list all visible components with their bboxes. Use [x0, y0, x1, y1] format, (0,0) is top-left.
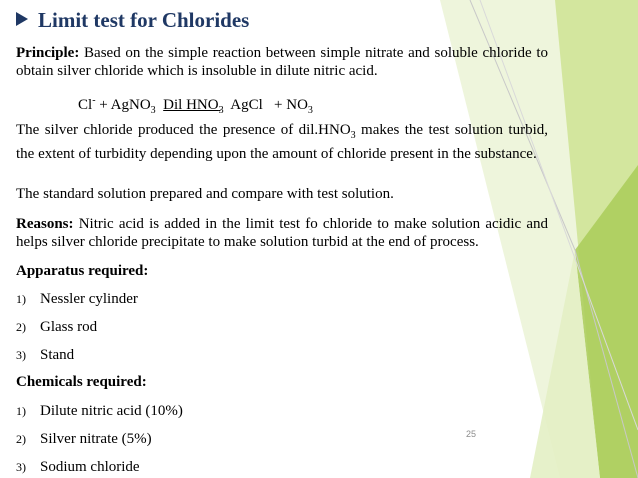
item-text: Stand	[40, 347, 75, 363]
chemicals-item	[16, 402, 183, 420]
eq-agcl: AgCl	[230, 97, 263, 113]
triangle-bullet-icon	[16, 12, 28, 26]
item-text: Silver nitrate (5%)	[40, 431, 152, 447]
principle-text: Based on the simple reaction between simple nitrate and soluble chloride to obtain silver chloride which is insoluble in dilute nitric acid.	[16, 45, 549, 79]
principle-paragraph	[16, 44, 548, 80]
item-number: 1)	[16, 404, 26, 418]
item-number: 3)	[16, 348, 26, 362]
eq-cl: Cl	[78, 97, 93, 113]
eq-reagent	[163, 97, 224, 116]
eq-plus-no: + NO	[274, 97, 308, 113]
reaction-equation	[78, 92, 313, 120]
item-number: 1)	[16, 292, 26, 306]
item-number: 2)	[16, 320, 26, 334]
eq-plus-agno: + AgNO	[99, 97, 151, 113]
apparatus-heading: Apparatus required:	[16, 263, 149, 279]
eq-no3-sub: 3	[307, 105, 313, 116]
item-text: Glass rod	[40, 319, 98, 335]
reasons-paragraph	[16, 215, 548, 251]
reasons-text: Nitric acid is added in the limit test fo chloride to make solution acidic and helps silver chloride precipitate to make solution turbid at the end of process.	[16, 216, 548, 250]
para2-sub: 3	[350, 130, 356, 141]
para2-part1: The silver chloride produced the presence of dil.HNO	[16, 122, 351, 138]
eq-reagent-text: Dil HNO	[163, 97, 219, 113]
reasons-label: Reasons:	[16, 216, 74, 232]
item-number: 2)	[16, 432, 26, 446]
eq-reagent-sub: 3	[218, 105, 224, 116]
silver-chloride-paragraph	[16, 121, 548, 163]
apparatus-item	[16, 290, 138, 308]
item-number: 3)	[16, 460, 26, 474]
item-text: Dilute nitric acid (10%)	[40, 403, 183, 419]
chemicals-heading: Chemicals required:	[16, 374, 147, 390]
eq-agno3-sub: 3	[150, 105, 156, 116]
page-number: 25	[466, 429, 477, 439]
chemicals-item	[16, 458, 140, 476]
item-text: Sodium chloride	[40, 459, 140, 475]
eq-cl-charge: -	[92, 95, 96, 106]
chemicals-item	[16, 430, 152, 448]
title-text: Limit test for Chlorides	[38, 8, 250, 32]
slide-title	[16, 8, 249, 33]
item-text: Nessler cylinder	[40, 291, 138, 307]
para2-part2: makes the test solution turbid, the extent of turbidity depending upon the amount of chloride present in the substance.	[16, 122, 548, 162]
principle-label: Principle:	[16, 45, 80, 61]
standard-solution-text: The standard solution prepared and compare with test solution.	[16, 186, 394, 202]
apparatus-item	[16, 318, 97, 336]
apparatus-item	[16, 346, 74, 364]
